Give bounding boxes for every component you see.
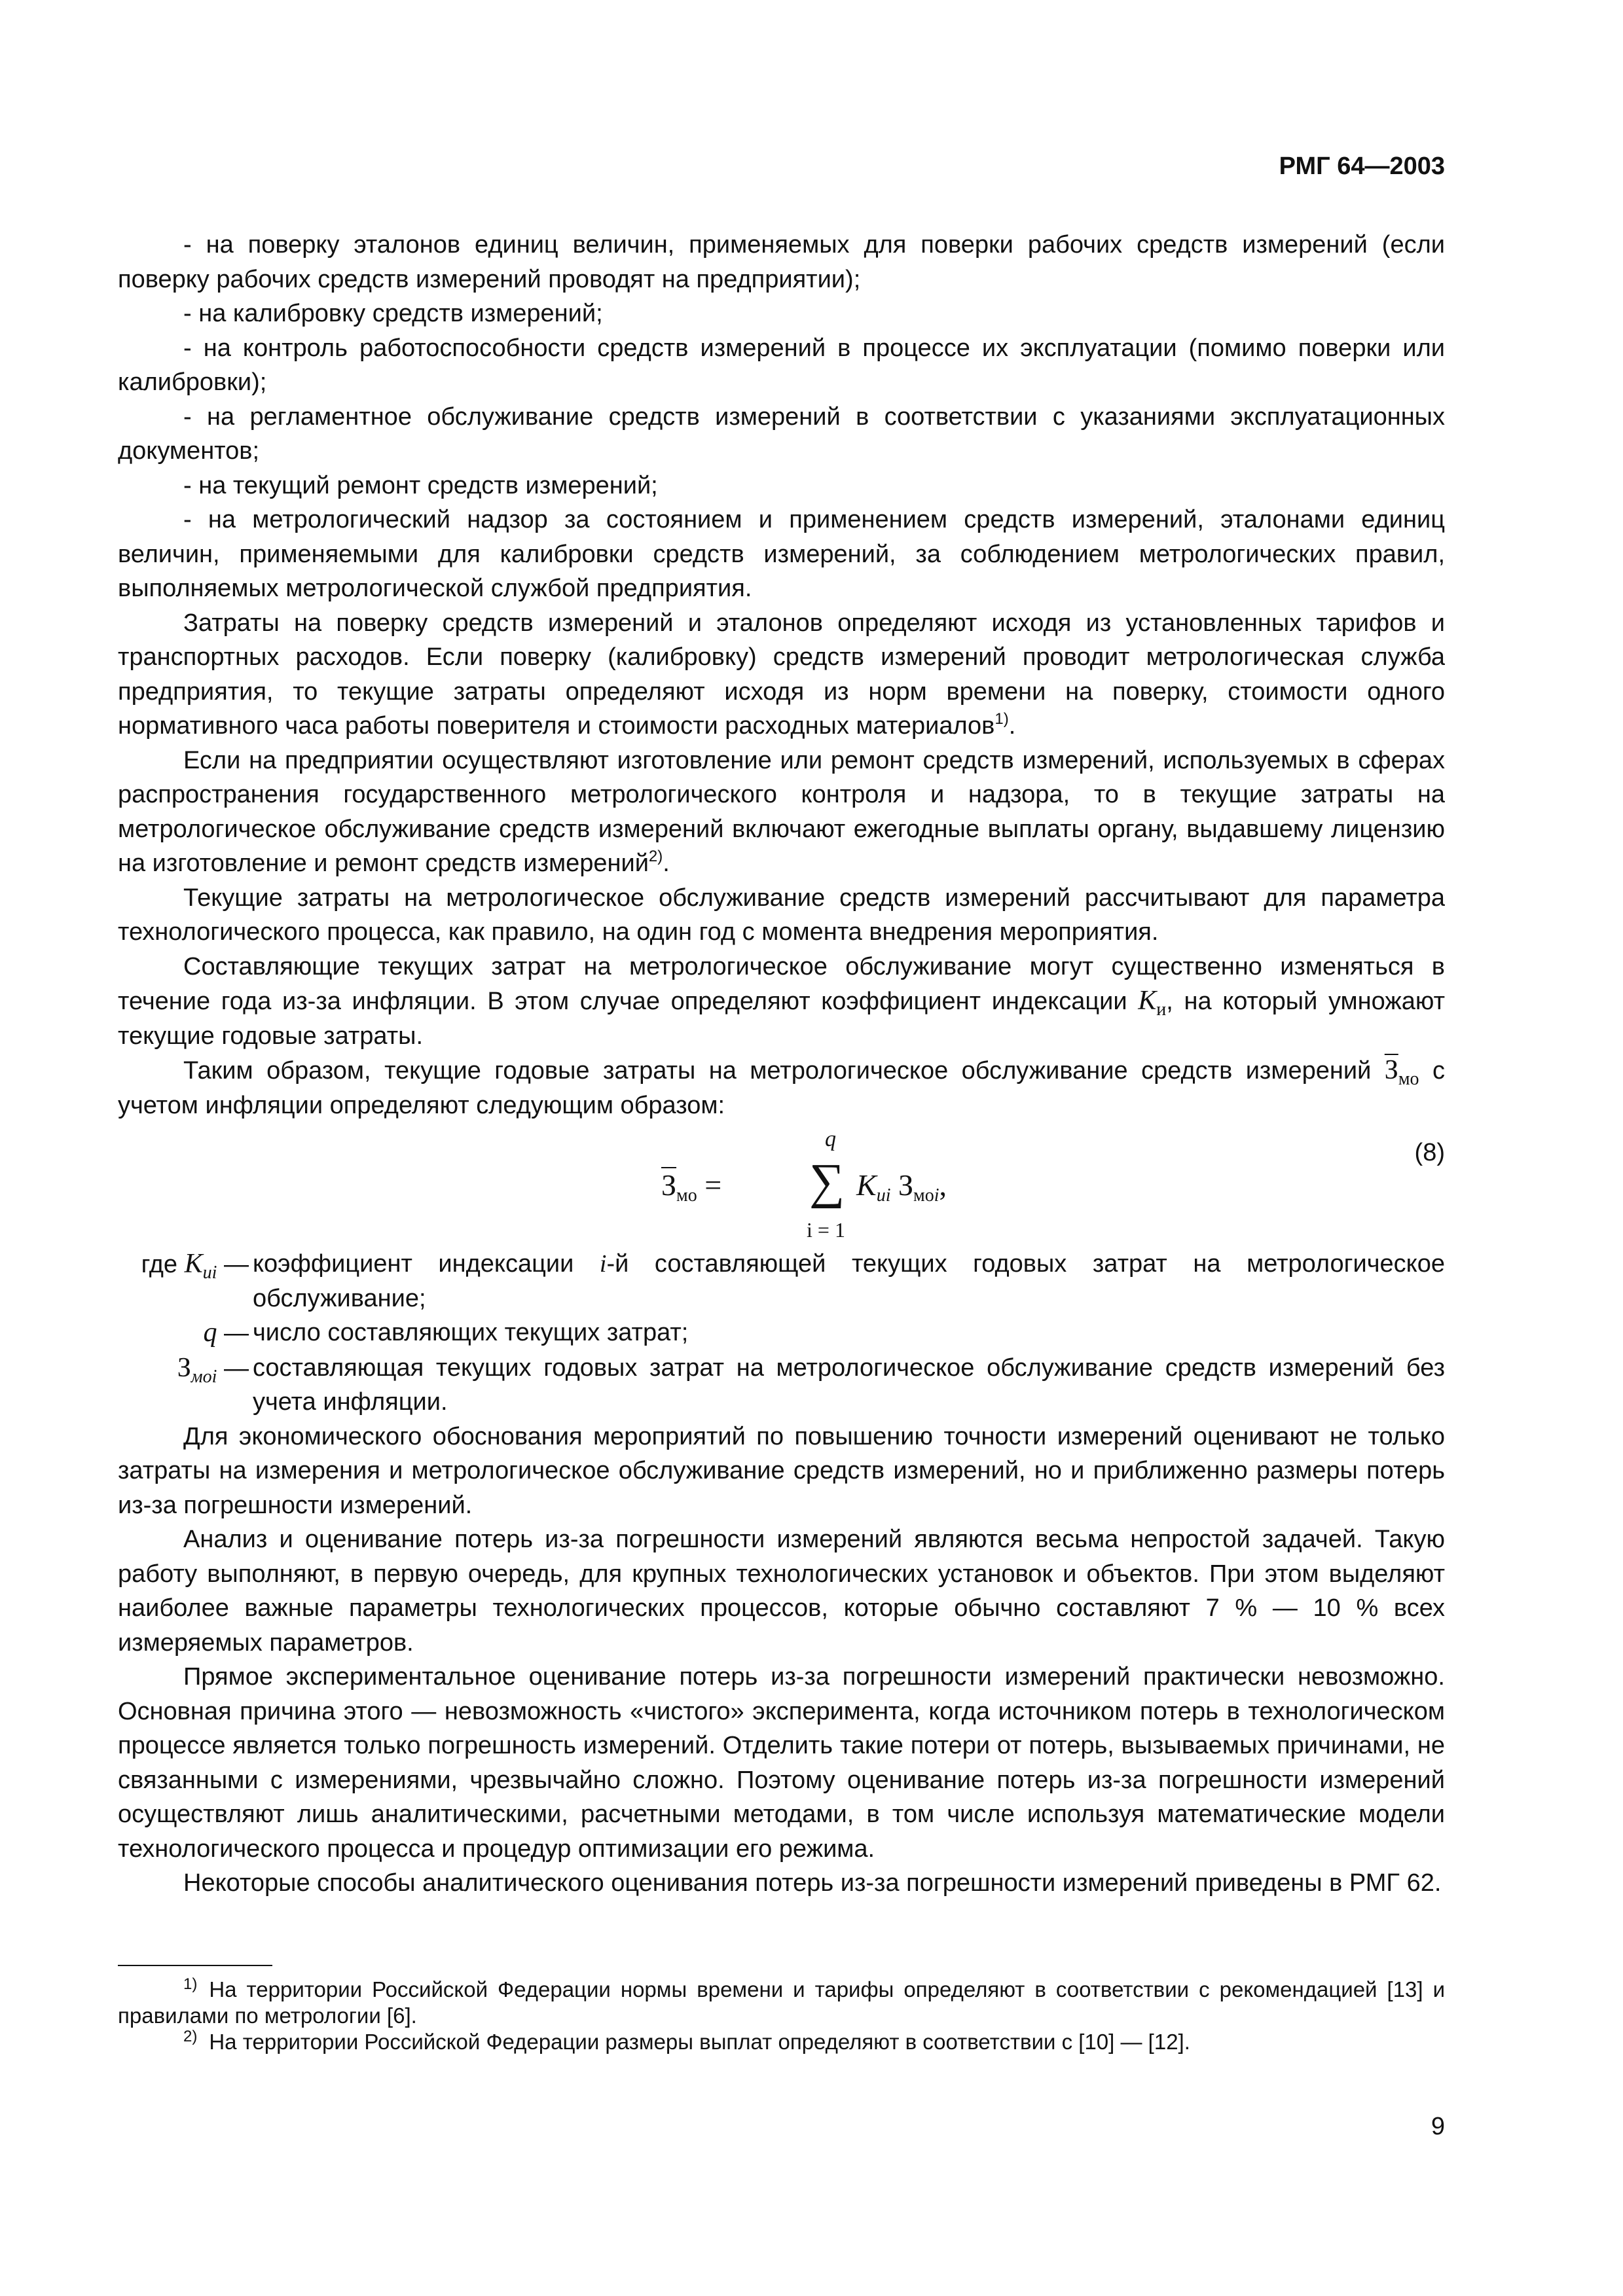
page-number: 9	[1431, 2113, 1445, 2140]
footnote: $^{2)}$ На территории Российской Федерации размеры выплат определяют в соответствии с [10] — [12].	[183, 2028, 1190, 2054]
formula-number: (8)	[1414, 1139, 1445, 1166]
where-row: q — число составляющих текущих затрат;	[203, 1318, 689, 1348]
where-block	[118, 1247, 1445, 1420]
paragraph-thus: Таким образом, текущие годовые затраты на метрологическое обслуживание средств измерений $З_{мо}$ с учетом инфляции определяют следующим образом:	[118, 1055, 1445, 1119]
paragraph-direct: Прямое экспериментальное оценивание потерь из-за погрешности измерений практически невозможно. Основная причина этого — невозможность «чистого» эксперимента, когда источником потерь в технологическом процессе является только погрешность измерений. Отделить такие потери от потерь, вызываемых причинами, не связанными с измерениями, чрезвычайно сложно. Поэтому оценивание потерь из-за погрешности измерений осуществляют лишь аналитическими, расчетными методами, в том числе используя математические модели технологического процесса и процедур оптимизации его режима.	[118, 1663, 1445, 1863]
paragraph-methods: Некоторые способы аналитического оценивания потерь из-за погрешности измерений приведены в РМГ 62.	[183, 1869, 1442, 1897]
formula-z-symbol: З	[898, 1168, 914, 1202]
footnote-ref: 2)	[648, 848, 663, 865]
paragraph-costs: Затраты на поверку средств измерений и эталонов определяют исходя из установленных тарифов и транспортных расходов. Если поверку (калибровку) средств измерений проводит метрологическая служба предприятия, то текущие затраты определяют исходя из норм времени на поверку, стоимости одного нормативного часа работы поверителя и стоимости расходных материалов$^{1)}$.	[118, 609, 1445, 740]
body-text	[118, 228, 1445, 1901]
where-row: где $K_{иi}$ — коэффициент индексации i-й составляющей текущих годовых затрат на метрологическое обслуживание;	[141, 1249, 1446, 1312]
where-row: $З_{моi}$ — составляющая текущих годовых затрат на метрологическое обслуживание средств измерений без учета инфляции.	[177, 1352, 1445, 1416]
where-intro: где	[141, 1251, 178, 1278]
footnote: $^{1)}$ На территории Российской Федерации нормы времени и тарифы определяют в соответствии с рекомендацией [13] и правилами по метрологии [6].	[118, 1975, 1445, 2028]
math-symbol: K	[1138, 986, 1157, 1016]
paragraph-analysis: Анализ и оценивание потерь из-за погрешности измерений являются весьма непростой задачей. Такую работу выполняют, в первую очередь, для крупных технологических установок и объектов. При этом выделяют наиболее важные параметры технологических процессов, которые обычно составляют 7 % — 10 % всех измеряемых параметров.	[118, 1526, 1445, 1657]
formula-expression: $З_{мо}$ = q ∑ i = 1 $K_{иi}$ $З_{моi}$,	[661, 1122, 1054, 1247]
paragraph-inflation: Составляющие текущих затрат на метрологическое обслуживание могут существенно изменяться в течение года из-за инфляции. В этом случае определяют коэффициент индексации $K_и$, на который умножают текущие годовые затраты.	[118, 952, 1445, 1050]
bullet-item: - на метрологический надзор за состоянием и применением средств измерений, эталонами единиц величин, применяемыми для калибровки средств измерений, за соблюдением метрологических правил, выполняемых метрологической службой предприятия.	[118, 506, 1445, 602]
footnote-ref: 1)	[994, 710, 1009, 728]
paragraph-manufacture: Если на предприятии осуществляют изготовление или ремонт средств измерений, используемых в сферах распространения государственного метрологического контроля и надзора, то в текущие затраты на метрологическое обслуживание средств измерений включают ежегодные выплаты органу, выдавшему лицензию на изготовление и ремонт средств измерений$^{2)}$.	[118, 746, 1445, 877]
paragraph-economic: Для экономического обоснования мероприятий по повышению точности измерений оценивают не только затраты на измерения и метрологическое обслуживание средств измерений, но и приближенно размеры потерь из-за погрешности измерений.	[118, 1422, 1445, 1519]
document-header: РМГ 64—2003	[1279, 152, 1445, 180]
bullet-item: - на калибровку средств измерений;	[183, 300, 603, 327]
math-symbol: З	[1384, 1055, 1398, 1085]
bullet-item: - на текущий ремонт средств измерений;	[183, 471, 658, 499]
formula-lhs-symbol: З	[661, 1168, 677, 1202]
bullet-item: - на регламентное обслуживание средств измерений в соответствии с указаниями эксплуатационных документов;	[118, 403, 1445, 465]
bullet-item: - на поверку эталонов единиц величин, применяемых для поверки рабочих средств измерений (если поверку рабочих средств измерений проводят на предприятии);	[118, 231, 1445, 293]
bullet-item: - на контроль работоспособности средств измерений в процессе их эксплуатации (помимо поверки или калибровки);	[118, 334, 1445, 396]
footnote-separator	[118, 1965, 272, 1966]
sum-sign: ∑	[809, 1154, 845, 1209]
sum-upper-limit: q	[825, 1127, 836, 1151]
sum-lower-limit: i = 1	[807, 1218, 845, 1242]
footnotes	[118, 1977, 1445, 2055]
formula-k-symbol: K	[856, 1168, 877, 1202]
paragraph-current-costs: Текущие затраты на метрологическое обслуживание средств измерений рассчитывают для параметра технологического процесса, как правило, на один год с момента внедрения мероприятия.	[118, 884, 1445, 946]
formula-8	[118, 1122, 1445, 1247]
